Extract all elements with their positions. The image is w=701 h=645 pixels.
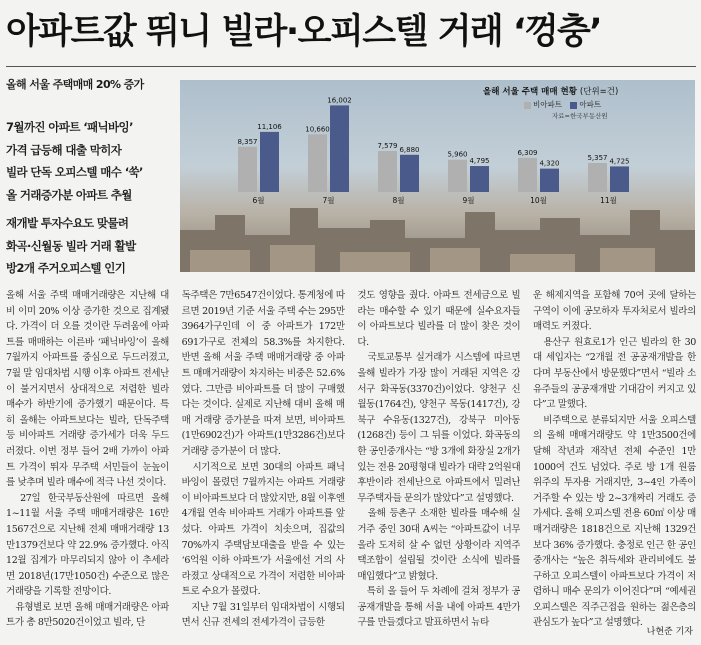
article-paragraph: 비주택으로 분류되지만 서울 오피스텔의 올해 매매거래량도 약 1만3500건에 달해 작년과 재작년 전체 수준인 1만1000여 건도 넘었다. 주로 방 1개 원룸 위주의 투자용 거래지만, 3~4인 가족이 거주할 수 있는 방 2~3개짜리 거래도 증가세다. 올해 오피스텔 전용 60㎡ 이상 매매거래량은 1818건으로 지난해 1329건보다 36% 증가했다. 충정로 인근 한 공인중개사는 “높은 취득세와 관리비에도 불구하고 오피스텔이 아파트보다 가격이 저렴하니 매수 문의가 이어진다”며 “예세권 오피스텔은 직주근접을 원하는 젊은층의 관심도가 높다”고 설명했다. xyxy=(532,414,696,628)
article-paragraph: 것도 영향을 줬다. 아파트 전세금으로 빌라는 매수할 수 있기 때문에 실수요자들이 아파트보다 빌라를 더 많이 찾은 것이다. xyxy=(357,290,521,348)
article-column-4 xyxy=(533,288,696,628)
article-paragraph: 올해 등촌구 소재한 빌라를 매수해 실거주 중인 30대 A씨는 “아파트값이 너무 올라 도저히 살 수 없던 상황이라 지역주택조합이 설립될 것이란 소식에 빌라를 매입했다”고 밝혔다. xyxy=(357,508,521,582)
article-paragraph: 올해 서울 주택 매매거래량은 지난해 대비 이미 20% 이상 증가한 것으로 집계됐다. 가격이 더 오를 것이란 두려움에 아파트를 매매하는 이른바 ‘패닉바잉’이 올해 7월까지 아파트를 중심으로 두드러졌고, 7월 말 임대차법 시행 이후 아파트 전세난이 불거지면서 상대적으로 저렴한 빌라 매수가 하반기에 증가했기 때문이다. 특히 올해는 아파트보다는 빌라, 단독주택 등 비아파트 거래량 증가세가 더욱 두드러졌다. 이번 정부 들어 2배 가까이 아파트 가격이 뛰자 무주택 서민들이 눈높이를 낮추며 빌라 매수에 적극 나선 것이다. xyxy=(6,290,169,489)
article-paragraph: 시기적으로 보면 30대의 아파트 패닉 바잉이 몰렸던 7월까지는 아파트 거래량이 비아파트보다 더 많았지만, 8월 이후엔 4개월 연속 비아파트 거래가 아파트를 앞섰다. 아파트 가격이 치솟으며, 집값의 70%까지 주택담보대출을 받을 수 있는 ‘6억원 이하 아파트’가 서울에선 거의 사라졌고 상대적으로 가격이 저렴한 비아파트로 수요가 몰렸다. xyxy=(181,461,345,598)
chart-title xyxy=(483,85,618,97)
article-paragraph: 국토교통부 실거래가 시스템에 따르면 올해 빌라가 가장 많이 거래된 지역은 강서구 화곡동(3370건)이었다. 양천구 신월동(1764건), 양천구 목동(1417건), 강북구 수유동(1327건), 강북구 미아동(1268건) 등이 그 뒤를 이었다. 화곡동의 한 공인중개사는 “방 3개에 화장실 2개가 있는 전용 20평형대 빌라가 대략 2억원대 후반이라 전세난으로 아파트에서 밀려난 무주택자들 문의가 많았다”고 설명했다. xyxy=(357,352,521,504)
bar-value-label: 5,960 xyxy=(447,150,468,159)
subhead-line: 올 거래증가분 아파트 추월 xyxy=(6,187,132,202)
article-paragraph: 유형별로 보면 올해 매매거래량은 아파트가 총 8만5020건이었고 빌라, 단 xyxy=(6,601,169,628)
chart-unit: (단위=건) xyxy=(579,87,619,97)
bar-value-label: 5,357 xyxy=(587,154,608,163)
chart-title-text: 올해 서울 주택 매매 현황 xyxy=(483,87,577,97)
legend-swatch-apt xyxy=(570,102,577,109)
bar-apt xyxy=(330,105,349,192)
bar-value-label: 4,320 xyxy=(539,159,560,168)
bar-apt xyxy=(260,132,279,192)
bar-value-label: 7,579 xyxy=(377,141,398,150)
bar-nonapt xyxy=(308,134,327,192)
bar-apt xyxy=(400,155,419,192)
subheads xyxy=(6,76,174,286)
chart-source: 자료=한국부동산원 xyxy=(552,112,608,120)
bar-nonapt xyxy=(588,163,607,192)
bar-nonapt xyxy=(448,160,467,192)
bar-apt xyxy=(610,166,629,192)
subhead-block-2 xyxy=(6,212,174,280)
subhead-line: 재개발 투자수요도 맞물려 xyxy=(6,216,129,230)
bar-nonapt xyxy=(238,147,257,192)
article-column-3 xyxy=(357,288,520,628)
chart-legend xyxy=(518,99,601,110)
byline: 나현준 기자 xyxy=(646,627,693,637)
article-paragraph: 용산구 원효로1가 인근 빌라의 한 30대 세입자는 “2개월 전 공공재개발을 한다며 부동산에서 방문했다”면서 “빌라 소유주들의 공공재개발 기대감이 커지고 있다”고 말했다. xyxy=(532,336,696,411)
bar-value-label: 6,880 xyxy=(399,145,420,154)
category-label: 8월 xyxy=(392,196,405,205)
bar-value-label: 16,002 xyxy=(327,96,352,105)
divider xyxy=(6,66,696,67)
category-label: 7월 xyxy=(322,196,335,205)
article-paragraph: 운 해제지역을 포함해 70여 곳에 달하는 구역이 이에 공모하자 투자처로서 빌라의 매력도 커졌다. xyxy=(532,290,696,333)
bar-value-label: 11,106 xyxy=(257,122,282,131)
bar-apt xyxy=(540,169,559,192)
article-paragraph: 특히 올 들어 두 차례에 걸쳐 정부가 공공재개발을 통해 서울 내에 아파트 4만가구를 만들겠다고 발표하면서 뉴타 xyxy=(357,586,521,628)
legend-swatch-nonapt xyxy=(524,102,531,109)
article-paragraph: 독주택은 7만6547건이었다. 통계청에 따르면 2019년 기준 서울 주택 수는 295만3964가구인데 이 중 아파트가 172만691가구로 전체의 58.3%를 차지한다. 반면 올해 서울 주택 매매거래량 중 아파트 매매거래량이 차지하는 비중은 52.6%였다. 그만큼 비아파트를 더 많이 구매했다는 것이다. 실제로 지난해 대비 올해 매매 거래량 증가분을 따져 보면, 비아파트(1만6902건)가 아파트(1만3286건)보다 거래량 증가분이 더 많다. xyxy=(181,290,345,457)
subhead-line: 방2개 주거오피스텔 인기 xyxy=(6,261,126,275)
headline: 아파트값 뛰니 빌라·오피스텔 거래 ‘껑충’ xyxy=(6,12,602,52)
category-label: 11월 xyxy=(600,196,617,205)
article-body xyxy=(6,288,696,628)
subhead-line: 가격 급등해 대출 막히자 xyxy=(6,142,122,157)
article-column-2 xyxy=(182,288,345,628)
bar-value-label: 10,660 xyxy=(305,125,330,134)
subhead-block-1 xyxy=(6,116,174,206)
article-paragraph: 지난 7월 31일부터 임대차법이 시행되면서 신규 전세의 전세가격이 급등한 xyxy=(181,601,345,628)
subhead-line: 화곡·신월동 빌라 거래 활발 xyxy=(6,238,136,253)
article-paragraph: 27일 한국부동산원에 따르면 올해 1~11월 서울 주택 매매거래량은 16만1567건으로 지난해 전체 매매거래량 13만1379건보다 약 22.9% 증가했다. 아직 12월 집계가 마무리되지 않아 이 추세라면 2018년(17만1050건) 수준으로 많은 거래량을 기록할 전망이다. xyxy=(6,492,169,598)
bar-apt xyxy=(470,166,489,192)
bar-value-label: 4,795 xyxy=(469,157,490,166)
subhead-line: 빌라 단독 오피스텔 매수 ‘쑥’ xyxy=(6,165,143,179)
subhead-first: 올해 서울 주택매매 20% 증가 xyxy=(6,78,144,91)
bar-value-label: 6,309 xyxy=(517,148,538,157)
bar-nonapt xyxy=(378,151,397,192)
chart-photo xyxy=(180,80,695,272)
category-label: 6월 xyxy=(252,196,265,205)
bar-nonapt xyxy=(518,158,537,192)
bar-value-label: 4,725 xyxy=(609,157,630,166)
category-label: 10월 xyxy=(530,196,547,205)
article-column-1 xyxy=(6,288,169,628)
bar-value-label: 8,357 xyxy=(237,137,258,146)
legend-label-nonapt: 비아파트 xyxy=(533,100,562,109)
category-label: 9월 xyxy=(462,196,475,205)
bar-chart xyxy=(180,80,695,272)
legend-label-apt: 아파트 xyxy=(579,100,602,109)
subhead-line: 7월까진 아파트 ‘패닉바잉’ xyxy=(6,120,133,134)
